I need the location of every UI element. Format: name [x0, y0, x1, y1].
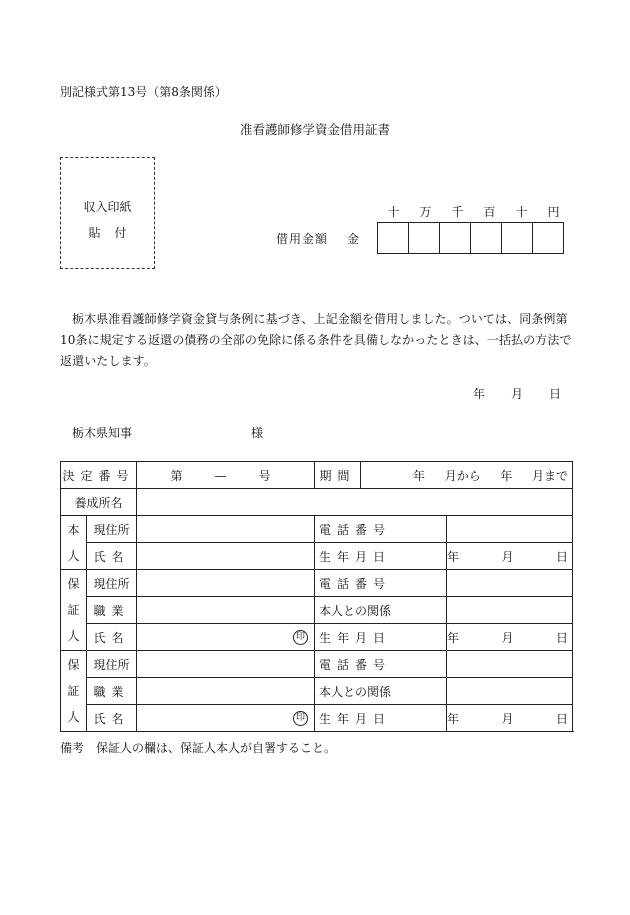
self-name-label: 氏名: [87, 543, 137, 570]
amount-digit-box[interactable]: [439, 222, 471, 254]
guarantor-group-char: 人: [67, 710, 80, 724]
self-address-label: 現住所: [87, 516, 137, 543]
digit-label-thousand: 千: [451, 205, 464, 219]
guarantor2-phone-value[interactable]: [447, 651, 573, 678]
decision-number-label: 決定番号: [61, 462, 137, 489]
body-text: 栃木県准看護師修学資金貸与条例に基づき、上記金額を借用しました。ついては、同条例第10条に規定する返還の債務の全部の免除に係る条件を具備しなかったときは、一括払の方法で返還いたします。: [60, 312, 572, 368]
borrower-info-table: [60, 461, 573, 732]
period-to-year: 年: [500, 468, 513, 483]
guarantor-group-char: 人: [67, 629, 80, 643]
table-row: [61, 543, 573, 570]
amount-currency-prefix: 金: [347, 232, 360, 246]
guarantor1-relation-value[interactable]: [447, 597, 573, 624]
guarantor1-name-value[interactable]: [137, 624, 315, 651]
date-month: 月: [511, 387, 524, 401]
addressee-honorific: 様: [251, 426, 264, 440]
amount-digit-box[interactable]: [377, 222, 409, 254]
birth-year: 年: [447, 711, 460, 726]
date-year: 年: [473, 387, 486, 401]
guarantor-group-char: 証: [67, 603, 80, 617]
school-name-value[interactable]: [137, 489, 573, 516]
self-birth-label: 生年月日: [315, 543, 447, 570]
guarantor1-address-value[interactable]: [137, 570, 315, 597]
amount-digit-box[interactable]: [532, 222, 564, 254]
guarantor1-address-label: 現住所: [87, 570, 137, 597]
date-day: 日: [549, 387, 562, 401]
guarantor1-birth-label: 生年月日: [315, 624, 447, 651]
birth-day: 日: [556, 630, 569, 645]
stamp-label: 収入印紙: [83, 200, 132, 214]
birth-day: 日: [556, 549, 569, 564]
form-number: 別記様式第13号（第8条関係）: [60, 85, 227, 99]
table-row: [61, 678, 573, 705]
table-row: [61, 651, 573, 678]
birth-month: 月: [501, 549, 514, 564]
guarantor2-relation-value[interactable]: [447, 678, 573, 705]
amount-digit-boxes: [377, 222, 564, 254]
guarantor2-birth-value[interactable]: [447, 705, 573, 732]
period-from-month: 月から: [444, 468, 481, 483]
digit-label-hundred: 百: [483, 205, 496, 219]
guarantor1-birth-value[interactable]: [447, 624, 573, 651]
amount-digit-box[interactable]: [501, 222, 533, 254]
table-row: [61, 597, 573, 624]
school-name-label: 養成所名: [61, 489, 137, 516]
seal-icon: 印: [293, 630, 308, 645]
guarantor1-name-label: 氏名: [87, 624, 137, 651]
birth-month: 月: [501, 711, 514, 726]
decision-number-value[interactable]: 第 — 号: [137, 462, 315, 489]
guarantor1-occupation-value[interactable]: [137, 597, 315, 624]
table-row: [61, 570, 573, 597]
remark-note: 備考 保証人の欄は、保証人本人が自署すること。: [60, 741, 337, 755]
guarantor1-phone-label: 電話番号: [315, 570, 447, 597]
guarantor1-relation-label: 本人との関係: [315, 597, 447, 624]
document-title: 准看護師修学資金借用証書: [239, 122, 390, 137]
self-group-label: [61, 516, 87, 570]
digit-label-yen: 円: [547, 205, 560, 219]
table-row: [61, 516, 573, 543]
guarantor2-name-value[interactable]: [137, 705, 315, 732]
birth-month: 月: [501, 630, 514, 645]
digit-label-ten: 十: [515, 205, 528, 219]
table-row: [61, 705, 573, 732]
guarantor2-phone-label: 電話番号: [315, 651, 447, 678]
birth-year: 年: [447, 630, 460, 645]
guarantor-group-char: 保: [67, 658, 80, 672]
guarantor1-phone-value[interactable]: [447, 570, 573, 597]
self-phone-label: 電話番号: [315, 516, 447, 543]
guarantor2-occupation-value[interactable]: [137, 678, 315, 705]
digit-label-hundred-thousand: 十: [387, 205, 400, 219]
table-row: [61, 624, 573, 651]
amount-digit-box[interactable]: [408, 222, 440, 254]
digit-label-ten-thousand: 万: [419, 205, 432, 219]
period-label: 期間: [315, 462, 361, 489]
guarantor-group-char: 保: [67, 577, 80, 591]
period-to-month: 月まで: [532, 468, 569, 483]
guarantor2-address-label: 現住所: [87, 651, 137, 678]
guarantor-group-char: 証: [67, 684, 80, 698]
table-row: [61, 462, 573, 489]
period-from-year: 年: [413, 468, 426, 483]
date-line: [473, 388, 561, 400]
birth-year: 年: [447, 549, 460, 564]
guarantor1-group-label: [61, 570, 87, 651]
guarantor2-relation-label: 本人との関係: [315, 678, 447, 705]
seal-icon: 印: [293, 711, 308, 726]
birth-day: 日: [556, 711, 569, 726]
guarantor2-occupation-label: 職業: [87, 678, 137, 705]
guarantor2-group-label: [61, 651, 87, 732]
self-phone-value[interactable]: [447, 516, 573, 543]
self-name-value[interactable]: [137, 543, 315, 570]
stamp-affix-label: 貼付: [88, 226, 141, 240]
guarantor1-occupation-label: 職業: [87, 597, 137, 624]
table-row: [61, 489, 573, 516]
self-group-char: 本: [67, 522, 80, 537]
amount-label: 借用金額: [276, 232, 329, 246]
amount-digit-box[interactable]: [470, 222, 502, 254]
self-group-char: 人: [67, 548, 80, 563]
guarantor2-name-label: 氏名: [87, 705, 137, 732]
guarantor2-birth-label: 生年月日: [315, 705, 447, 732]
period-value[interactable]: [361, 462, 573, 489]
self-birth-value[interactable]: [447, 543, 573, 570]
addressee-name: 栃木県知事: [72, 426, 133, 440]
self-address-value[interactable]: [137, 516, 315, 543]
revenue-stamp-box: [60, 157, 155, 269]
guarantor2-address-value[interactable]: [137, 651, 315, 678]
